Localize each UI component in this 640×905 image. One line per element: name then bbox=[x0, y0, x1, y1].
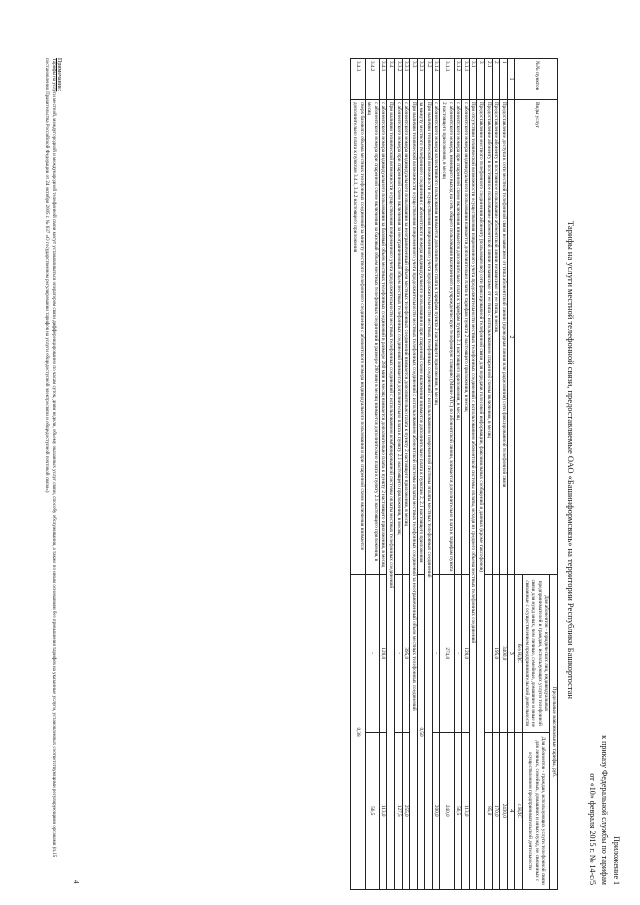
row-section-title: При наличии технической возможности осуществления повременного учета продолжительности местных телефонных соединений с использованием повременной системы оплаты местных телефонных соединений bbox=[425, 100, 433, 890]
note bbox=[43, 58, 62, 888]
row-service: Предоставление абоненту в постоянное пользование абонентской линии независимо от ее типа, в месяц bbox=[492, 100, 500, 575]
row-tariff-legal bbox=[485, 575, 493, 733]
row-tariff-citizens: 127,5 bbox=[394, 732, 402, 890]
row-number: 2 bbox=[492, 59, 500, 100]
row-section-title: При наличии технической возможности осуществления повременного учета продолжительности местных телефонных соединений с использованием абонентской системы оплаты местных телефонных соединений за неограниченный объем местных телефонных соединений bbox=[410, 100, 418, 890]
row-service: с абонентского номера коллективного пользования взимается дополнительно плата к тарифам пункта 2 настоящего приложения, в месяц bbox=[432, 100, 440, 575]
row-service: Предоставление абоненту в постоянное пользование абонентской линии независимо от ее типа с использованием спаренной схемы включения, в месяц bbox=[485, 100, 493, 575]
order-reference: к приказу Федеральной службы по тарифам bbox=[600, 735, 609, 885]
col-number: 3 bbox=[507, 575, 515, 733]
table-row bbox=[402, 59, 410, 890]
table-row bbox=[454, 59, 462, 890]
row-number: 3.1.3 bbox=[440, 59, 454, 100]
table-row bbox=[410, 59, 418, 890]
table-row bbox=[492, 59, 500, 890]
table-row bbox=[469, 59, 477, 890]
row-service: за минуту местного телефонного соединения с абонентского номера индивидуального пользования и при спаренной схеме включения взимается дополнительно плата к пунктам 2, 2.1 настоящего приложения bbox=[417, 100, 425, 575]
table-row bbox=[440, 59, 454, 890]
row-tariff-legal: - bbox=[365, 575, 379, 733]
row-tariff-citizens: 85,0 bbox=[485, 732, 493, 890]
col-number: 2 bbox=[507, 100, 515, 575]
row-number: 3.3 bbox=[410, 59, 418, 100]
row-section-title: Предоставление местного телефонного соединения абоненту (пользователю) сети фиксированной телефонной связи для передачи голосовой информации, факсимильных сообщений и данных (кроме таксофонов) bbox=[477, 100, 485, 890]
row-tariff-legal: 395,0 bbox=[402, 575, 410, 733]
row-tariff-legal: - bbox=[454, 575, 462, 733]
table-row bbox=[379, 59, 387, 890]
row-number: 3.4.1 bbox=[379, 59, 387, 100]
row-tariff-legal: - bbox=[394, 575, 402, 733]
row-tariff-legal: 128,0 bbox=[462, 575, 470, 733]
row-tariff-legal: - bbox=[432, 575, 440, 733]
row-number: 3.2.1 bbox=[417, 59, 425, 100]
row-tariff-legal: 3400,0 bbox=[500, 575, 508, 733]
row-tariff-citizens: 56,5 bbox=[454, 732, 462, 890]
row-section-title: При отсутствии технической возможности осуществления повременного учета продолжительности местных телефонных соединений с использованием абонентской системы оплаты, исходя из среднего объема местных телефонных соединений bbox=[469, 100, 477, 890]
row-tariff-merged: 0,38 bbox=[351, 575, 365, 890]
row-number: 3.3.1 bbox=[402, 59, 410, 100]
row-number: 3.4.3 bbox=[351, 59, 365, 100]
row-tariff-citizens: 113,0 bbox=[462, 732, 470, 890]
row-number: 3.1.2 bbox=[454, 59, 462, 100]
row-tariff-citizens: 200,0 bbox=[432, 732, 440, 890]
row-tariff-merged: 0,50 bbox=[417, 575, 425, 890]
row-tariff-legal: 274,0 bbox=[440, 575, 454, 733]
table-row bbox=[485, 59, 493, 890]
vat-label-citizens: с НДС bbox=[515, 732, 523, 890]
col-header-citizens: Для абонентов - граждан, использующих услуги телефонной связи для личных, семейных, домашних и иных нужд, не связанных с осуществлением предпринимательской деятельности bbox=[523, 732, 550, 890]
col-number: 1 bbox=[507, 59, 515, 100]
row-tariff-citizens: 113,0 bbox=[379, 732, 387, 890]
row-tariff-citizens: 170,0 bbox=[492, 732, 500, 890]
document-title: Тарифы на услуги местной телефонной связи, предоставляемые ОАО «Башинформсвязь» на территории Республики Башкортостан bbox=[566, 221, 576, 699]
table-row bbox=[387, 59, 395, 890]
col-number: 4 bbox=[507, 732, 515, 890]
row-number: 1 bbox=[500, 59, 508, 100]
row-service: сверх базового объема местных телефонных соединений за минуту местного телефонного соединения с абонентского номера индивидуального пользования и при спаренной схеме включения взимается дополнительно плата к пунктам 3.4.1, 3.4.2 настоящего приложения bbox=[351, 100, 365, 575]
table-row bbox=[477, 59, 485, 890]
row-number: 3.2 bbox=[425, 59, 433, 100]
vat-label-legal: без НДС bbox=[515, 575, 523, 733]
row-number: 3.4 bbox=[387, 59, 395, 100]
note-heading: Примечание: bbox=[56, 58, 62, 92]
row-number: 2.1 bbox=[485, 59, 493, 100]
row-number: 3.3.2 bbox=[394, 59, 402, 100]
appendix-label: Приложение 1 bbox=[612, 836, 621, 885]
page-number: 4 bbox=[72, 880, 80, 884]
appendix-header bbox=[586, 735, 622, 885]
row-number: 3.1.4 bbox=[432, 59, 440, 100]
order-date: от «10» февраля 2015 г. № 14-с/5 bbox=[588, 773, 597, 885]
tariff-table-body bbox=[351, 59, 507, 890]
row-service: с абонентского номера, имеющего выход на сеть общего пользования включенного в учрежденческую телефонную станцию (Мини-АТС) по абонентской линии, взимается дополнительно плата к тарифам пункта 2 настоящего приложения, в месяц bbox=[440, 100, 454, 575]
row-section-title: При наличии технической возможности осуществления повременного учета продолжительности местных телефонных соединений с использованием комбинированной системы оплаты местных телефонных соединений bbox=[387, 100, 395, 890]
row-service: с абонентского номера индивидуального пользования взимается дополнительно плата к тарифам пункта 2 настоящего приложения, в месяц bbox=[462, 100, 470, 575]
col-header-tariffs: Предельные максимальные тарифы, руб. bbox=[550, 575, 558, 890]
row-number: 3 bbox=[477, 59, 485, 100]
row-tariff-legal: 128,0 bbox=[379, 575, 387, 733]
row-service: с абонентского номера индивидуального пользования за базовый объем местных телефонных соединений в размере 280 мин в месяц взимается дополнительно плата к пункту 2 настоящего приложения, в месяц bbox=[379, 100, 387, 575]
row-number: 3.4.2 bbox=[365, 59, 379, 100]
row-tariff-citizens: 255,0 bbox=[402, 732, 410, 890]
table-row bbox=[394, 59, 402, 890]
table-row bbox=[462, 59, 470, 890]
row-service: с абонентского номера при спаренной схеме включения за базовый объем местных телефонных соединений в размере 280 мин в месяц взимается дополнительно плата к пункту 2.1 настоящего приложения, в месяц bbox=[365, 100, 379, 575]
row-tariff-citizens: 240,0 bbox=[440, 732, 454, 890]
table-row bbox=[351, 59, 365, 890]
table-row bbox=[500, 59, 508, 890]
row-tariff-legal: 195,0 bbox=[492, 575, 500, 733]
row-service: Предоставление доступа к сети местной телефонной связи независимо от типа абонентской линии (проводная линия или радиолиния) сети фиксированной телефонной связи bbox=[500, 100, 508, 575]
table-row bbox=[425, 59, 433, 890]
note-text: Тарифы на услуги местной, междугородной и международной телефонной связи могут устанавливаться оператором связи дифференцированно по часам суток, дням недели, объему оказанных услуг связи, способу обслуживания, а также по иным основаниям без превышения тарифов на указанные услуги, установленных соответствующими регулирующими органами (п.15 постановления Правительства Российской Федерации от 24 октября 2005 г. № 637 «О государственном регулировании тарифов на услуги общедоступной электросвязи и общедоступной почтовой связи») bbox=[44, 58, 56, 858]
tariff-table bbox=[350, 58, 558, 890]
col-header-service: Виды услуг bbox=[515, 100, 558, 575]
table-row bbox=[365, 59, 379, 890]
col-header-number: №№ пунктов bbox=[515, 59, 558, 100]
row-service: с абонентского номера при спаренной схеме включения взимается дополнительно плата к тарифам пункта 2.1 настоящего приложения, в месяц bbox=[454, 100, 462, 575]
row-number: 3.1 bbox=[469, 59, 477, 100]
table-row bbox=[432, 59, 440, 890]
row-service: с абонентского номера индивидуального пользования за неограниченный объем местных телефонных соединений взимается дополнительно плата к пункту 2 настоящего приложения, в месяц bbox=[402, 100, 410, 575]
table-row bbox=[417, 59, 425, 890]
row-tariff-citizens: 56,5 bbox=[365, 732, 379, 890]
col-header-legal: Для абонентов - юридических лиц, индивидуальных предпринимателей и граждан, использующих услуги телефонной связи для нужд иных, чем личные, семейные, домашние и иные не связанные с осуществлением предпринимательской деятельности bbox=[523, 575, 550, 733]
row-number: 3.1.1 bbox=[462, 59, 470, 100]
row-tariff-citizens: 2430,0 bbox=[500, 732, 508, 890]
row-service: с абонентского номера при спаренной схеме включения за неограниченный объем местных телефонных соединений взимается дополнительно плата к пункту 2.1 настоящего приложения, в месяц bbox=[394, 100, 402, 575]
